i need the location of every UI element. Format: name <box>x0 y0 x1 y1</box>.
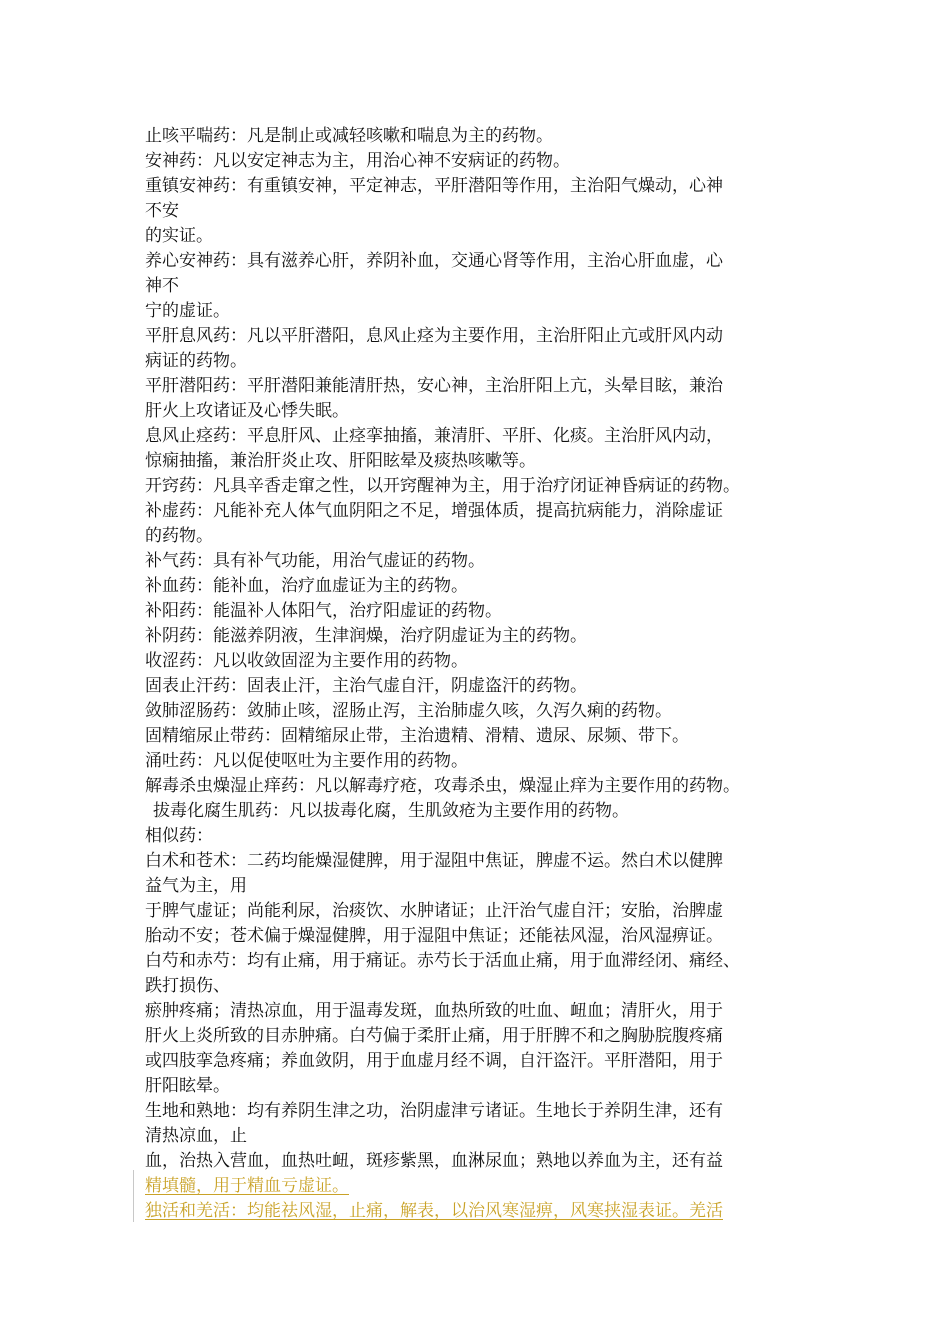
text-line: 安神药：凡以安定神志为主，用治心神不安病证的药物。 <box>145 151 570 171</box>
text-line: 解毒杀虫燥湿止痒药：凡以解毒疗疮，攻毒杀虫，燥湿止痒为主要作用的药物。 <box>145 776 740 796</box>
text-line: 神不 <box>145 276 179 296</box>
highlighted-text-line: 精填髓，用于精血亏虚证。 <box>145 1176 349 1196</box>
text-line: 息风止痉药：平息肝风、止痉挛抽搐，兼清肝、平肝、化痰。主治肝风内动， <box>145 426 723 446</box>
text-line: 止咳平喘药：凡是制止或减轻咳嗽和喘息为主的药物。 <box>145 126 553 146</box>
text-line: 益气为主，用 <box>145 876 247 896</box>
text-line: 肝火上炎所致的目赤肿痛。白芍偏于柔肝止痛，用于肝脾不和之胸胁脘腹疼痛 <box>145 1026 723 1046</box>
text-line: 血，治热入营血，血热吐衄，斑疹紫黑，血淋尿血；熟地以养血为主，还有益 <box>145 1151 723 1171</box>
text-line: 敛肺涩肠药：敛肺止咳，涩肠止泻，主治肺虚久咳，久泻久痢的药物。 <box>145 701 672 721</box>
text-line: 相似药： <box>145 826 213 846</box>
text-line: 固精缩尿止带药：固精缩尿止带，主治遗精、滑精、遗尿、尿频、带下。 <box>145 726 689 746</box>
text-line: 生地和熟地：均有养阴生津之功，治阴虚津亏诸证。生地长于养阴生津，还有 <box>145 1101 723 1121</box>
text-line: 于脾气虚证；尚能利尿，治痰饮、水肿诸证；止汗治气虚自汗；安胎，治脾虚 <box>145 901 723 921</box>
text-line: 的药物。 <box>145 526 213 546</box>
text-line: 瘀肿疼痛；清热凉血，用于温毒发斑，血热所致的吐血、衄血；清肝火，用于 <box>145 1001 723 1021</box>
text-line: 补阴药：能滋养阴液，生津润燥，治疗阴虚证为主的药物。 <box>145 626 587 646</box>
text-line: 宁的虚证。 <box>145 301 230 321</box>
text-line: 胎动不安；苍术偏于燥湿健脾，用于湿阻中焦证；还能祛风湿，治风湿痹证。 <box>145 926 723 946</box>
document-body <box>145 124 835 1224</box>
text-line: 不安 <box>145 201 179 221</box>
text-line: 重镇安神药：有重镇安神，平定神志，平肝潜阳等作用，主治阳气燥动，心神 <box>145 176 723 196</box>
text-line: 肝火上攻诸证及心悸失眠。 <box>145 401 349 421</box>
text-line: 开窍药：凡具辛香走窜之性，以开窍醒神为主，用于治疗闭证神昏病证的药物。 <box>145 476 740 496</box>
text-line: 补气药：具有补气功能，用治气虚证的药物。 <box>145 551 485 571</box>
text-line: 白术和苍术：二药均能燥湿健脾，用于湿阻中焦证，脾虚不运。然白术以健脾 <box>145 851 723 871</box>
text-line: 病证的药物。 <box>145 351 247 371</box>
text-line: 养心安神药：具有滋养心肝，养阴补血，交通心肾等作用，主治心肝血虚，心 <box>145 251 723 271</box>
highlighted-text-line: 独活和羌活：均能祛风湿，止痛，解表，以治风寒湿痹，风寒挟湿表证。羌活 <box>145 1201 723 1221</box>
text-line: 肝阳眩晕。 <box>145 1076 230 1096</box>
text-line: 跌打损伤、 <box>145 976 230 996</box>
text-line: 收涩药：凡以收敛固涩为主要作用的药物。 <box>145 651 468 671</box>
text-line: 补阳药：能温补人体阳气，治疗阳虚证的药物。 <box>145 601 502 621</box>
text-line: 平肝潜阳药：平肝潜阳兼能清肝热，安心神，主治肝阳上亢，头晕目眩，兼治 <box>145 376 723 396</box>
text-line: 的实证。 <box>145 226 213 246</box>
text-line: 补血药：能补血，治疗血虚证为主的药物。 <box>145 576 468 596</box>
text-line: 补虚药：凡能补充人体气血阴阳之不足，增强体质，提高抗病能力，消除虚证 <box>145 501 723 521</box>
text-line: 或四肢挛急疼痛；养血敛阴，用于血虚月经不调，自汗盗汗。平肝潜阳，用于 <box>145 1051 723 1071</box>
text-line: 清热凉血，止 <box>145 1126 247 1146</box>
text-line: 平肝息风药：凡以平肝潜阳，息风止痉为主要作用，主治肝阳止亢或肝风内动 <box>145 326 723 346</box>
revision-marker-bar <box>133 1170 134 1222</box>
text-line: 固表止汗药：固表止汗，主治气虚自汗，阴虚盗汗的药物。 <box>145 676 587 696</box>
text-line: 拔毒化腐生肌药：凡以拔毒化腐，生肌敛疮为主要作用的药物。 <box>153 801 629 821</box>
text-line: 涌吐药：凡以促使呕吐为主要作用的药物。 <box>145 751 468 771</box>
text-line: 白芍和赤芍：均有止痛，用于痛证。赤芍长于活血止痛，用于血滞经闭、痛经、 <box>145 951 740 971</box>
text-line: 惊痫抽搐，兼治肝炎止攻、肝阳眩晕及痰热咳嗽等。 <box>145 451 536 471</box>
